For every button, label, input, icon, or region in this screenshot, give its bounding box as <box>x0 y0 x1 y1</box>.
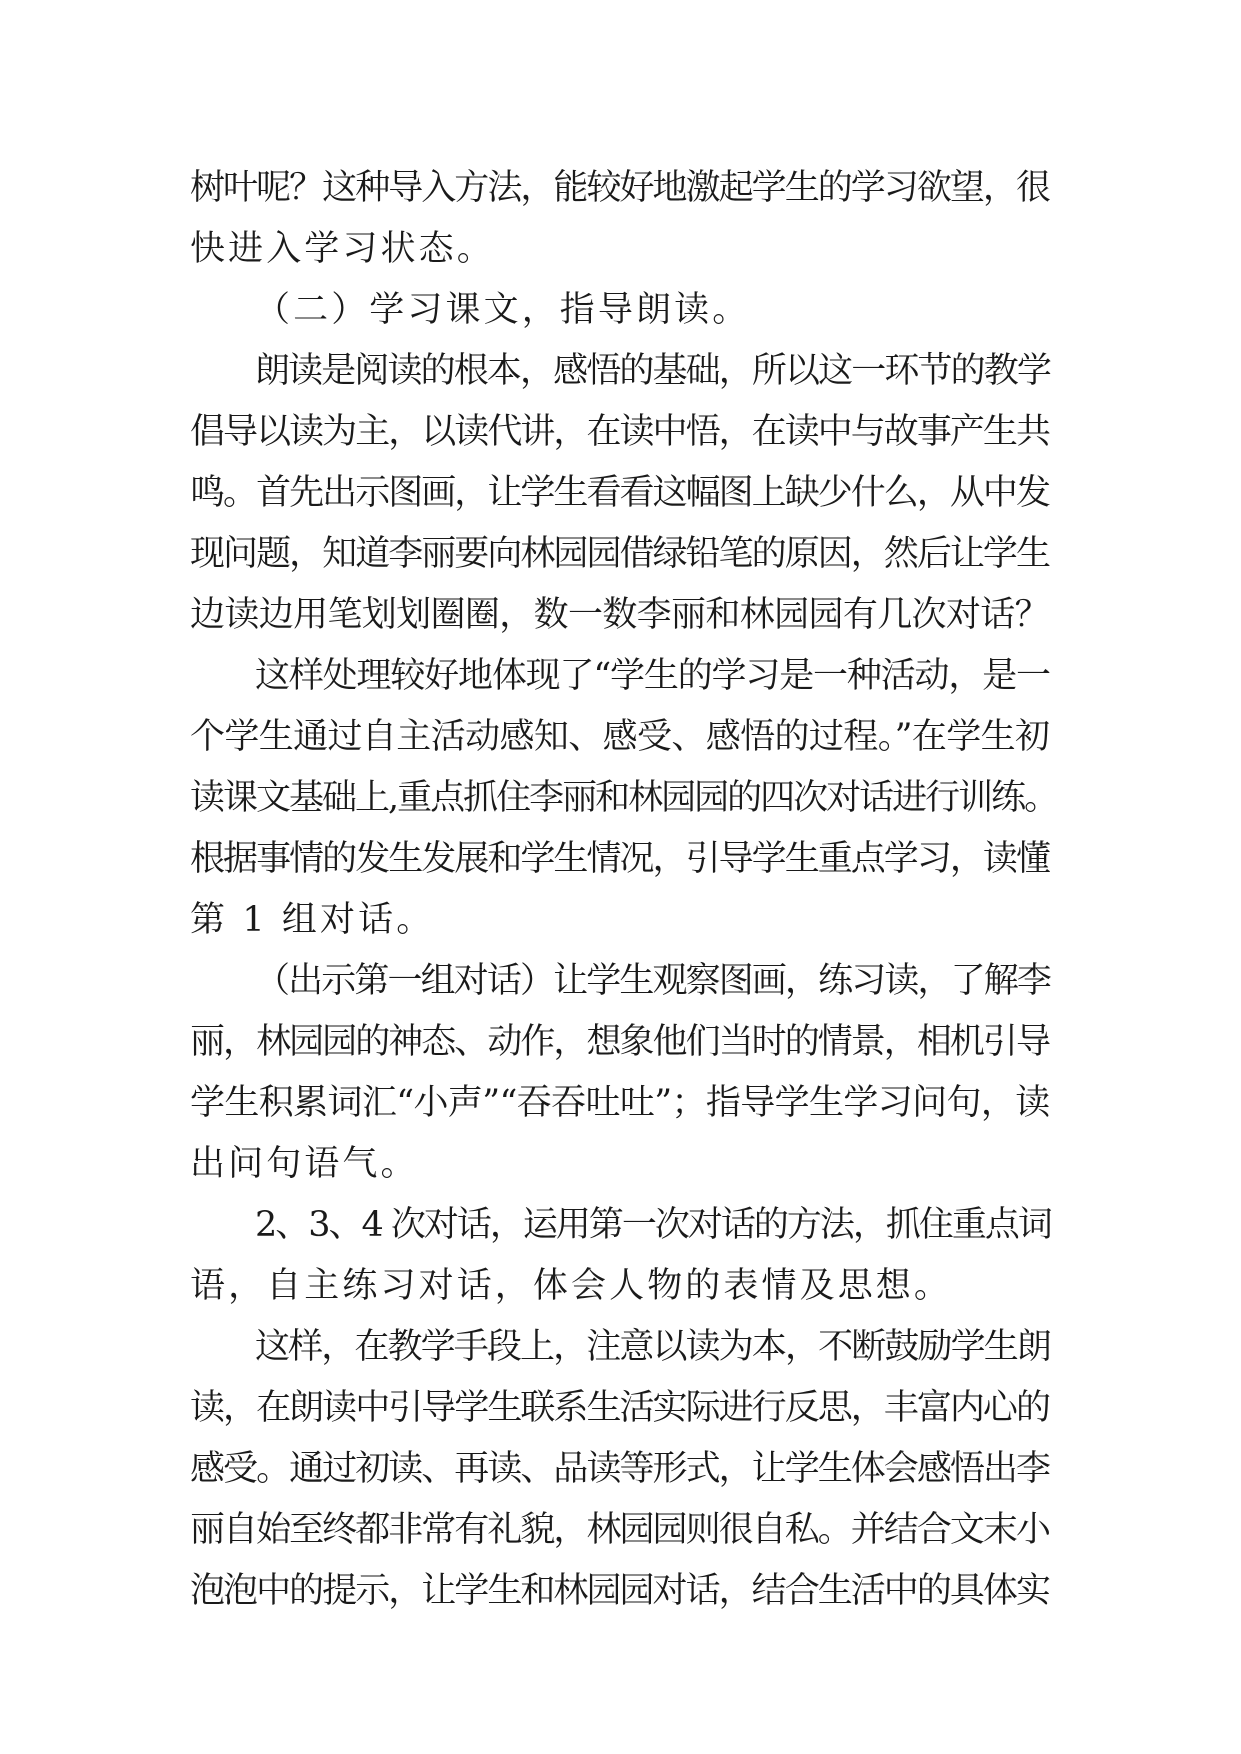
text-line: 丽，林园园的神态、动作，想象他们当时的情景，相机引导 <box>190 1022 1050 1062</box>
text-line: （二）学习课文，指导朗读。 <box>255 290 751 330</box>
text-line: 树叶呢？这种导入方法，能较好地激起学生的学习欲望，很 <box>190 168 1050 208</box>
text-line: 2、3、4 次对话，运用第一次对话的方法，抓住重点词 <box>255 1205 1051 1245</box>
text-line: 出问句语气。 <box>190 1144 419 1184</box>
text-line: 鸣。首先出示图画，让学生看看这幅图上缺少什么，从中发 <box>190 473 1050 513</box>
text-line: 学生积累词汇“小声”“吞吞吐吐”；指导学生学习问句，读 <box>190 1083 1050 1123</box>
text-line: 根据事情的发生发展和学生情况，引导学生重点学习，读懂 <box>190 839 1050 879</box>
text-line: 边读边用笔划划圈圈，数一数李丽和林园园有几次对话？ <box>190 595 1050 635</box>
text-line: （出示第一组对话）让学生观察图画，练习读，了解李 <box>255 961 1051 1001</box>
text-line: 朗读是阅读的根本，感悟的基础，所以这一环节的教学 <box>255 351 1051 391</box>
text-line: 读课文基础上,重点抓住李丽和林园园的四次对话进行训练。 <box>190 778 1058 818</box>
text-line: 快进入学习状态。 <box>190 229 495 269</box>
text-line: 语，自主练习对话，体会人物的表情及思想。 <box>190 1266 953 1306</box>
text-line: 读，在朗读中引导学生联系生活实际进行反思，丰富内心的 <box>190 1388 1050 1428</box>
document-body <box>190 158 1058 1622</box>
text-line: 这样，在教学手段上，注意以读为本，不断鼓励学生朗 <box>255 1327 1051 1367</box>
text-line: 倡导以读为主，以读代讲，在读中悟，在读中与故事产生共 <box>190 412 1050 452</box>
text-line: 这样处理较好地体现了“学生的学习是一种活动，是一 <box>255 656 1050 696</box>
text-line: 现问题，知道李丽要向林园园借绿铅笔的原因，然后让学生 <box>190 534 1050 574</box>
text-line: 丽自始至终都非常有礼貌，林园园则很自私。并结合文末小 <box>190 1510 1050 1550</box>
text-line: 泡泡中的提示，让学生和林园园对话，结合生活中的具体实 <box>190 1571 1050 1611</box>
text-line: 第 1 组对话。 <box>190 900 435 940</box>
text-line: 个学生通过自主活动感知、感受、感悟的过程。”在学生初 <box>190 717 1050 757</box>
text-line: 感受。通过初读、再读、品读等形式，让学生体会感悟出李 <box>190 1449 1050 1489</box>
